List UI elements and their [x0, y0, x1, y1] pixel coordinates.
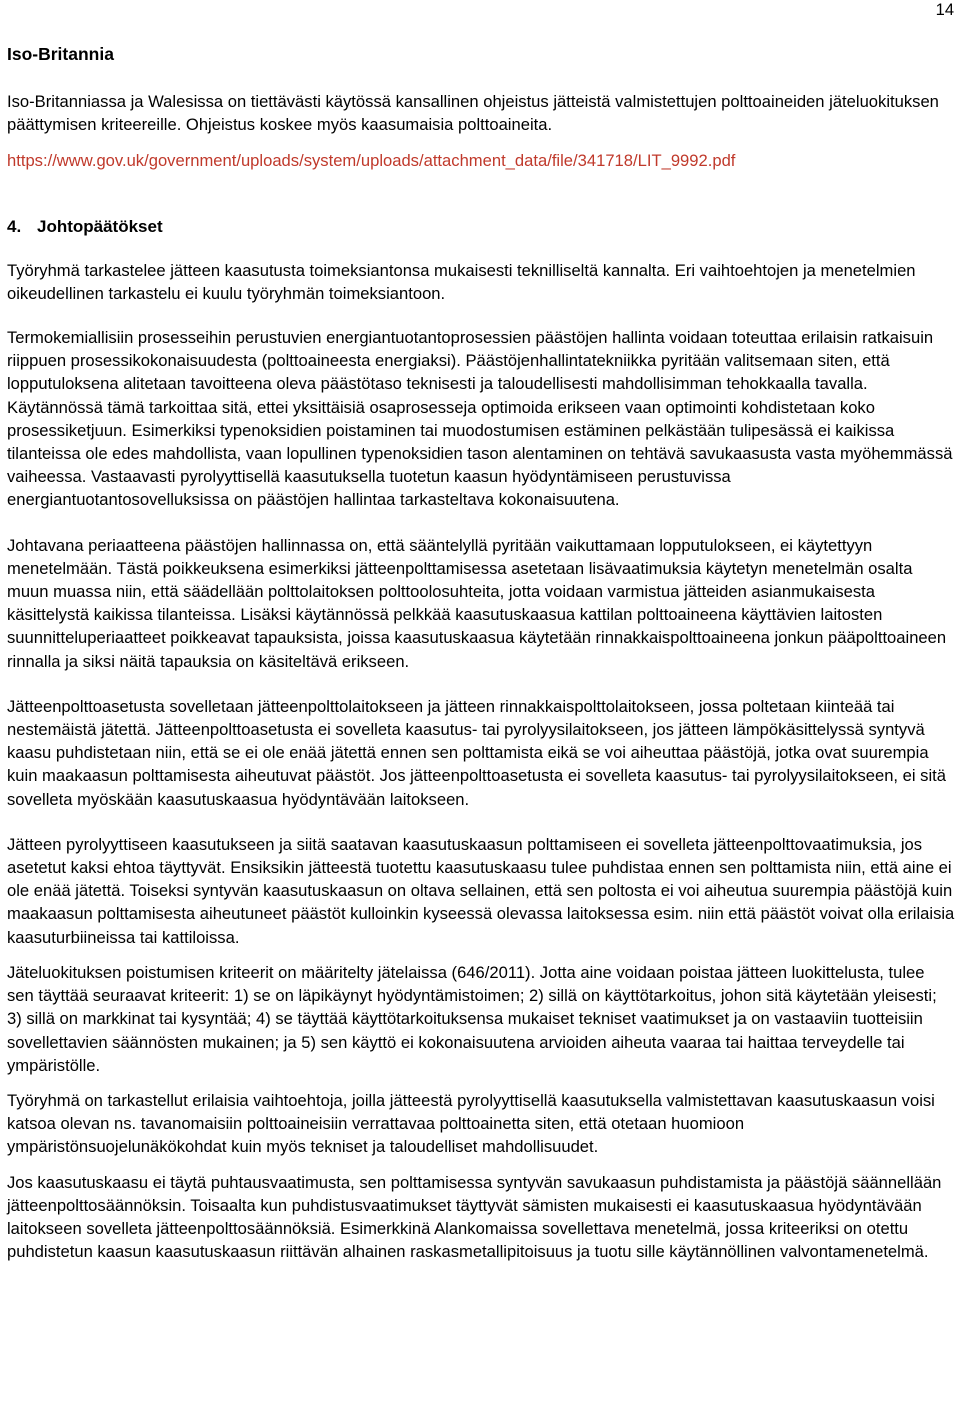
paragraph-pyrolytic-gasification: Jätteen pyrolyyttiseen kaasutukseen ja siitä saatavan kaasutuskaasun polttamiseen ei sovelleta jätteenpolttovaatimuksia, jos asetetut kaksi ehtoa täyttyvät. Ensiksikin jätteestä tuotettu kaasutuskaasu tulee puhdistaa ennen sen polttamista niin, että aine ei ole enää jätettä. Toiseksi syntyvän kaasutuskaasun on oltava sellainen, että sen poltosta ei voi aiheutua suurempia päästöjä kuin maakaasun polttamisesta aiheutuneet päästöt kulloinkin kyseessä olevassa laitoksessa esim. niin että päästöt voivat olla erilaisia kaasuturbiineissa tai kattiloissa. — [7, 834, 955, 947]
page-number: 14 — [935, 1, 954, 19]
country-heading: Iso-Britannia — [7, 44, 114, 64]
paragraph-end-of-waste-criteria: Jäteluokituksen poistumisen kriteerit on määritelty jätelaissa (646/2011). Jotta aine voidaan poistaa jätteen luokittelusta, tulee sen täyttää seuraavat kriteerit: 1) se on läpikäynyt hyödyntämistoimen; 2) sillä on käyttötarkoitus, johon sitä käytetään yleisesti; 3) sillä on markkinat tai kysyntää; 4) se täyttää käyttötarkoituksensa mukaiset tekniset vaatimukset ja on vastaaviin tuotteisiin sovellettavien säännösten mukainen; ja 5) sen käyttö ei kokonaisuutena arvioiden aiheuta vaaraa tai haittaa terveydelle tai ympäristölle. — [7, 962, 937, 1075]
source-link-text[interactable]: https://www.gov.uk/government/uploads/system/uploads/attachment_data/file/341718/LIT_9992.pdf — [7, 151, 736, 171]
paragraph-scope: Työryhmä tarkastelee jätteen kaasutusta toimeksiantonsa mukaisesti teknilliseltä kannalta. Eri vaihtoehtojen ja menetelmien oikeudellinen tarkastelu ei kuulu työryhmän toimeksiantoon. — [7, 260, 916, 303]
paragraph-emission-control: Termokemiallisiin prosesseihin perustuvien energiantuotantoprosessien päästöjen hallinta voidaan toteuttaa erilaisin ratkaisuin riippuen prosessikokonaisuudesta (polttoaineesta energiaksi). Päästöjenhallintatekniikka pyritään valitsemaan siten, että lopputuloksena alitetaan tavoitteena oleva päästötaso teknisesti ja taloudellisesti mahdollisimman tehokkaalla tavalla. Käytännössä tämä tarkoittaa sitä, ettei yksittäisiä osaprosesseja optimoida erikseen vaan optimointi kohdistetaan koko prosessiketjuun. Esimerkiksi typenoksidien poistaminen tai muodostumisen estäminen pelkästään tulipesässä ei kaikissa tilanteissa ole edes mahdollista, vaan lopullinen typenoksidien tason alentaminen on tehtävä savukaasusta vasta myöhemmässä vaiheessa. Vastaavasti pyrolyyttisellä kaasutuksella tuotetun kaasun hyödyntämiseen perustuvissa energiantuotantosovelluksissa on päästöjen hallintaa tarkasteltava kokonaisuutena. — [7, 328, 953, 510]
paragraph-alternatives: Työryhmä on tarkastellut erilaisia vaihtoehtoja, joilla jätteestä pyrolyyttisellä kaasutuksella valmistettavan kaasutuskaasun voisi katsoa olevan ns. tavanomaisiin polttoaineisiin verrattavaa polttoainetta siten, että otetaan huomioon ympäristönsuojelunäkökohdat kuin myös tekniset ja taloudelliset mahdollisuudet. — [7, 1090, 935, 1157]
document-body — [7, 42, 955, 1263]
paragraph-purity-requirement: Jos kaasutuskaasu ei täytä puhtausvaatimusta, sen polttamisessa syntyvän savukaasun puhdistamista ja päästöjä säännellään jätteenpolttosäännöksin. Toisaalta kun puhdistusvaatimukset täyttyvät sämisten mukaisesti ei kaasutuskaasua hyödyntävään laitokseen sovelleta jätteenpolttosäännöksiä. Esimerkkinä Alankomaissa sovellettava menetelmä, jossa kriteeriksi on otettu puhdistetun kaasun kaasutuskaasun riittävän alhainen raskasmetallipitoisuus ja tuotu sille käytännöllinen valvontamenetelmä. — [7, 1172, 942, 1262]
section-title: Johtopäätökset — [37, 216, 163, 236]
paragraph-guiding-principle: Johtavana periaatteena päästöjen hallinnassa on, että sääntelyllä pyritään vaikuttamaan lopputulokseen, ei käytettyyn menetelmään. Tästä poikkeuksena esimerkiksi jätteenpolttamisessa asetetaan lisävaatimuksia käytetyn menetelmän osalta muun muassa niin, että säädellään polttolaitoksen polttoolosuhteita, jotta voidaan varmistua jätteiden asianmukaisesta käsittelystä kaikissa tilanteissa. Lisäksi käytännössä pelkkää kaasutuskaasua kattilan polttoaineena käyttävien laitosten suunnitteluperiaatteet poikkeavat tapauksista, joissa kaasutuskaasua käytetään rinnakkaispolttoaineena jonkun pääpolttoaineen rinnalla ja siksi näitä tapauksia on käsiteltävä erikseen. — [7, 535, 947, 671]
section-number: 4. — [7, 216, 22, 236]
section-heading — [7, 215, 955, 239]
source-link[interactable] — [7, 149, 955, 172]
intro-paragraph: Iso-Britanniassa ja Walesissa on tiettävästi käytössä kansallinen ohjeistus jätteistä valmistettujen polttoaineiden jäteluokituksen päättymisen kriteereille. Ohjeistus koskee myös kaasumaisia polttoaineita. — [7, 92, 939, 135]
paragraph-incineration-decree: Jätteenpolttoasetusta sovelletaan jätteenpolttolaitokseen ja jätteen rinnakkaispolttolaitokseen, jossa poltetaan kiinteää tai nestemäistä jätettä. Jätteenpolttoasetusta ei sovelleta kaasutus- tai pyrolyysilaitokseen, jos jätteen lämpökäsittelyssä syntyvä kaasu puhdistetaan niin, että se ei ole enää jätettä ennen sen polttamista eikä se voi aiheuttaa päästöjä, jotka ovat suurempia kuin maakaasun polttamisesta aiheutuvat päästöt. Jos jätteenpolttoasetusta ei sovelleta kaasutus- tai pyrolyysilaitokseen, ei sitä sovelleta myöskään kaasutuskaasua hyödyntävään laitokseen. — [7, 696, 946, 809]
